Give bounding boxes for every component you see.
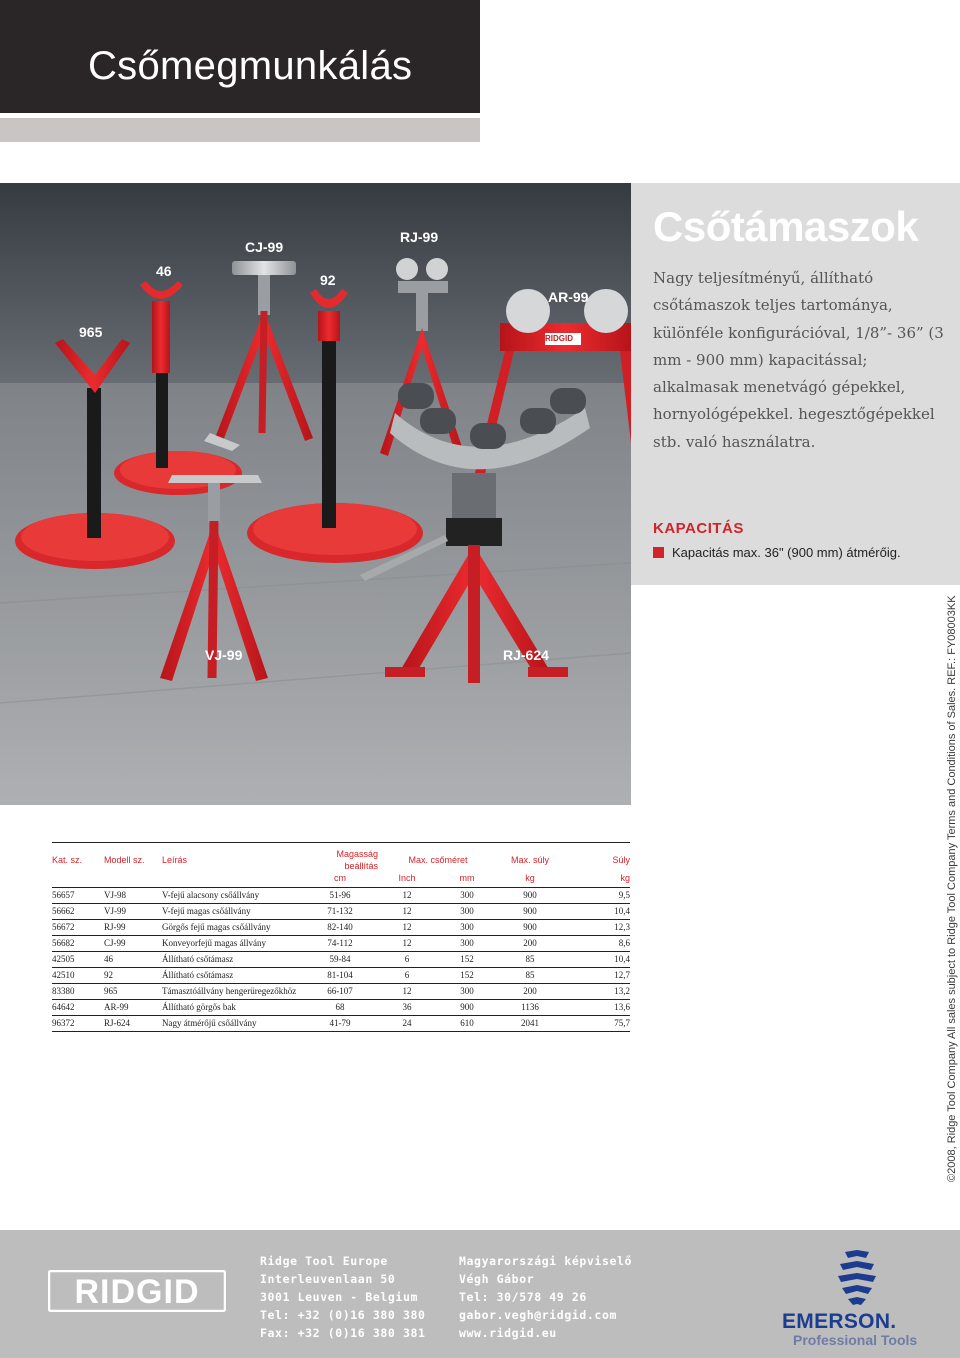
cell-inch: 12 (378, 984, 436, 1000)
cell-desc: Állítható csőtámasz (162, 968, 302, 984)
table-unit-row (52, 872, 630, 888)
cell-cat: 96372 (52, 1016, 104, 1032)
cell-height: 71-132 (302, 904, 378, 920)
unit-height: cm (302, 872, 378, 888)
photo-label-965: 965 (79, 324, 103, 340)
header-pipe: Max. csőméret (378, 843, 498, 873)
cell-height: 59-84 (302, 952, 378, 968)
spec-table (52, 842, 630, 1032)
cell-height: 74-112 (302, 936, 378, 952)
table-row (52, 1000, 630, 1016)
cell-load: 900 (498, 920, 562, 936)
header-weight: Súly (562, 843, 630, 873)
europe-company: Ridge Tool Europe (260, 1254, 388, 1268)
copyright-note: ©2008, Ridge Tool Company All sales subject to Ridge Tool Company Terms and Conditions of Sales. REF.: FY08003KK (946, 595, 958, 1182)
table-row (52, 952, 630, 968)
cell-mm: 300 (436, 984, 498, 1000)
cell-load: 900 (498, 888, 562, 904)
cell-desc: Állítható csőtámasz (162, 952, 302, 968)
cell-inch: 6 (378, 968, 436, 984)
hungary-title: Magyarországi képviselő (459, 1254, 633, 1268)
table-row (52, 936, 630, 952)
capacity-item (653, 545, 901, 560)
bench-badge: RIDGID (545, 334, 573, 343)
table-header-row (52, 843, 630, 873)
cell-cat: 83380 (52, 984, 104, 1000)
cell-weight: 13,6 (562, 1000, 630, 1016)
cell-model: RJ-624 (104, 1016, 162, 1032)
cell-desc: Támasztóállvány hengerüregezőkhöz (162, 984, 302, 1000)
header-cat: Kat. sz. (52, 843, 104, 873)
cell-load: 200 (498, 984, 562, 1000)
cell-inch: 12 (378, 936, 436, 952)
cell-model: 965 (104, 984, 162, 1000)
cell-inch: 12 (378, 920, 436, 936)
hungary-email[interactable]: gabor.vegh@ridgid.com (459, 1308, 617, 1322)
cell-weight: 12,3 (562, 920, 630, 936)
cell-inch: 24 (378, 1016, 436, 1032)
cell-cat: 42505 (52, 952, 104, 968)
cell-cat: 56682 (52, 936, 104, 952)
cell-load: 2041 (498, 1016, 562, 1032)
cell-inch: 12 (378, 904, 436, 920)
photo-label-rj624: RJ-624 (503, 647, 549, 663)
cell-mm: 610 (436, 1016, 498, 1032)
europe-street: Interleuvenlaan 50 (260, 1272, 396, 1286)
photo-label-cj99: CJ-99 (245, 239, 284, 255)
cell-cat: 64642 (52, 1000, 104, 1016)
header-desc: Leírás (162, 843, 302, 873)
cell-load: 85 (498, 968, 562, 984)
title-underbar (0, 118, 480, 142)
contact-hungary (459, 1252, 632, 1342)
cell-weight: 12,7 (562, 968, 630, 984)
emerson-mark-icon (782, 1250, 932, 1310)
unit-mm: mm (436, 872, 498, 888)
cell-model: VJ-98 (104, 888, 162, 904)
cell-weight: 10,4 (562, 904, 630, 920)
cell-weight: 9,5 (562, 888, 630, 904)
photo-label-vj99: VJ-99 (205, 647, 243, 663)
cell-mm: 152 (436, 968, 498, 984)
table-row (52, 888, 630, 904)
cell-height: 51-96 (302, 888, 378, 904)
cell-height: 81-104 (302, 968, 378, 984)
contact-europe (260, 1252, 426, 1342)
photo-label-92: 92 (320, 272, 336, 288)
cell-inch: 12 (378, 888, 436, 904)
europe-fax: Fax: +32 (0)16 380 381 (260, 1326, 426, 1340)
section-description: Nagy teljesítményű, állítható csőtámaszok teljes tartománya, különféle konfigurációval, 1/8”- 36” (3 mm - 900 mm) kapacitással; alkalmasak menetvágó gépekkel, hornyológépekkel. hegesztőgépekkel stb. való használatra. (653, 269, 944, 451)
table-row (52, 920, 630, 936)
capacity-text: Kapacitás max. 36" (900 mm) átmérőig. (672, 545, 901, 560)
cell-load: 85 (498, 952, 562, 968)
cell-cat: 56662 (52, 904, 104, 920)
table-row (52, 904, 630, 920)
europe-phone: Tel: +32 (0)16 380 380 (260, 1308, 426, 1322)
table-row (52, 968, 630, 984)
page-title: Csőmegmunkálás (88, 44, 413, 88)
cell-model: RJ-99 (104, 920, 162, 936)
cell-load: 1136 (498, 1000, 562, 1016)
cell-inch: 36 (378, 1000, 436, 1016)
table-row (52, 1016, 630, 1032)
cell-desc: Görgős fejű magas csőállvány (162, 920, 302, 936)
info-panel (631, 183, 960, 585)
cell-weight: 75,7 (562, 1016, 630, 1032)
hungary-website[interactable]: www.ridgid.eu (459, 1326, 557, 1340)
cell-cat: 42510 (52, 968, 104, 984)
ridgid-logo-text: RIDGID (74, 1273, 200, 1311)
title-bar (0, 0, 480, 113)
hungary-name: Végh Gábor (459, 1272, 535, 1286)
cell-height: 66-107 (302, 984, 378, 1000)
cell-model: AR-99 (104, 1000, 162, 1016)
cell-desc: Állítható görgős bak (162, 1000, 302, 1016)
cell-inch: 6 (378, 952, 436, 968)
cell-model: CJ-99 (104, 936, 162, 952)
cell-model: 92 (104, 968, 162, 984)
cell-height: 68 (302, 1000, 378, 1016)
header-height: Magasság beállítás (302, 843, 378, 873)
photo-label-46: 46 (156, 263, 172, 279)
bullet-square-icon (653, 547, 664, 558)
ridgid-logo (48, 1270, 226, 1317)
cell-desc: Nagy átmérőjű csőállvány (162, 1016, 302, 1032)
photo-label-rj99: RJ-99 (400, 229, 439, 245)
cell-weight: 8,6 (562, 936, 630, 952)
cell-cat: 56657 (52, 888, 104, 904)
emerson-subtitle: Professional Tools (793, 1332, 918, 1348)
unit-load: kg (498, 872, 562, 888)
emerson-wordmark: EMERSON. (782, 1310, 897, 1333)
cell-desc: Konveyorfejű magas állvány (162, 936, 302, 952)
cell-height: 41-79 (302, 1016, 378, 1032)
table-row (52, 984, 630, 1000)
cell-model: 46 (104, 952, 162, 968)
cell-mm: 300 (436, 920, 498, 936)
unit-weight: kg (562, 872, 630, 888)
unit-inch: Inch (378, 872, 436, 888)
cell-weight: 13,2 (562, 984, 630, 1000)
cell-height: 82-140 (302, 920, 378, 936)
cell-mm: 152 (436, 952, 498, 968)
photo-label-ar99: AR-99 (548, 289, 589, 305)
cell-mm: 900 (436, 1000, 498, 1016)
cell-load: 200 (498, 936, 562, 952)
cell-mm: 300 (436, 888, 498, 904)
emerson-logo (782, 1250, 932, 1350)
cell-weight: 10,4 (562, 952, 630, 968)
europe-city: 3001 Leuven - Belgium (260, 1290, 418, 1304)
footer (0, 1230, 960, 1358)
cell-model: VJ-99 (104, 904, 162, 920)
section-title: Csőtámaszok (653, 203, 919, 250)
header-model: Modell sz. (104, 843, 162, 873)
cell-mm: 300 (436, 936, 498, 952)
header-load: Max. súly (498, 843, 562, 873)
cell-desc: V-fejű alacsony csőállvány (162, 888, 302, 904)
capacity-heading: KAPACITÁS (653, 520, 744, 537)
cell-load: 900 (498, 904, 562, 920)
cell-mm: 300 (436, 904, 498, 920)
product-photo (0, 183, 631, 805)
cell-cat: 56672 (52, 920, 104, 936)
hungary-phone: Tel: 30/578 49 26 (459, 1290, 587, 1304)
cell-desc: V-fejű magas csőállvány (162, 904, 302, 920)
